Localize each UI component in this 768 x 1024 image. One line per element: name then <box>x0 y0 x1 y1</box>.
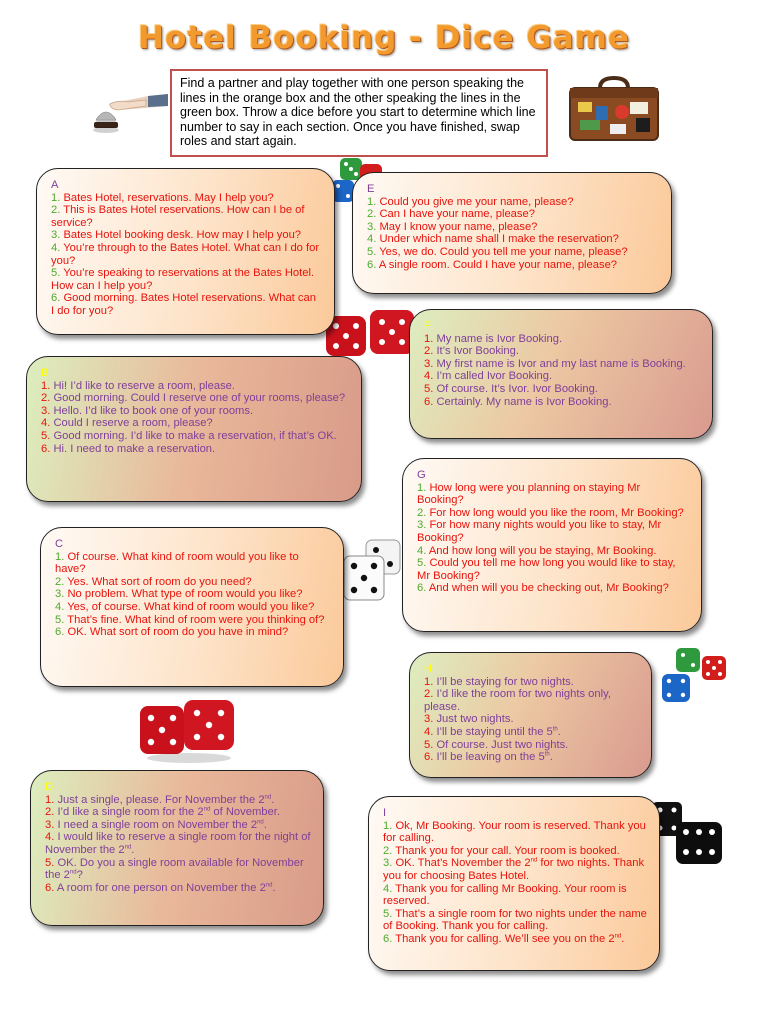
dialogue-line <box>45 882 311 895</box>
dialogue-line <box>41 405 349 418</box>
line-text: Could I reserve a room, please? <box>53 417 213 430</box>
line-number: 1. <box>417 481 430 494</box>
line-text: Of course. Just two nights. <box>436 738 569 751</box>
line-text: That’s a single room for two nights under the name of Booking. Thank you for calling. <box>383 907 647 933</box>
box-a <box>36 168 335 335</box>
dialogue-line <box>424 739 639 752</box>
dialogue-line <box>51 204 322 229</box>
line-text: And how long will you be staying, Mr Booking. <box>428 544 657 557</box>
line-number: 3. <box>424 713 437 726</box>
line-number: 3. <box>383 857 396 870</box>
box-c <box>40 527 344 687</box>
dialogue-line <box>424 370 700 383</box>
line-number: 6. <box>55 626 68 639</box>
line-text: Thank you for your call. Your room is booked. <box>395 844 620 857</box>
line-number: 4. <box>417 544 429 557</box>
line-number: 6. <box>424 395 437 408</box>
box-letter: G <box>417 469 426 481</box>
line-text: Under which name shall I make the reservation? <box>379 233 619 246</box>
line-text: My first name is Ivor and my last name is Booking. <box>436 357 686 370</box>
line-text: I need a single room on November the 2nd. <box>57 818 267 831</box>
dialogue-line <box>55 601 331 614</box>
dialogue-line <box>45 794 311 807</box>
line-text: For how long would you like the room, Mr Booking? <box>429 506 684 519</box>
line-text: I’d like a single room for the 2nd of November. <box>57 806 280 819</box>
line-number: 3. <box>424 357 437 370</box>
line-text: Certainly. My name is Ivor Booking. <box>436 395 612 408</box>
line-number: 4. <box>424 725 437 738</box>
line-text: You’re speaking to reservations at the Bates Hotel. How can I help you? <box>51 267 315 292</box>
line-number: 3. <box>55 588 68 601</box>
line-text: Bates Hotel booking desk. How may I help you? <box>63 229 302 242</box>
line-text: Thank you for calling. We’ll see you on the 2nd. <box>395 932 625 945</box>
line-number: 2. <box>424 345 437 358</box>
hotel-bell-icon <box>88 86 170 138</box>
line-text: May I know your name, please? <box>379 220 538 233</box>
dialogue-line <box>417 482 689 507</box>
line-text: Yes, we do. Could you tell me your name, please? <box>379 245 628 258</box>
line-text: OK. Do you a single room available for November the 2nd? <box>45 856 304 882</box>
line-number: 1. <box>51 191 64 204</box>
line-text: Of course. What kind of room would you like to have? <box>55 550 299 576</box>
line-text: Yes. What sort of room do you need? <box>67 575 252 588</box>
dialogue-line <box>383 883 647 908</box>
dialogue-line <box>55 614 331 627</box>
line-number: 1. <box>367 195 380 208</box>
line-text: How long were you planning on staying Mr Booking? <box>417 481 641 507</box>
line-number: 4. <box>45 831 58 844</box>
line-text: OK. What sort of room do you have in mind? <box>67 626 289 639</box>
line-number: 6. <box>41 442 54 455</box>
dialogue-line <box>424 726 639 739</box>
line-number: 5. <box>55 613 68 626</box>
dialogue-line <box>51 192 322 205</box>
dialogue-line <box>383 845 647 858</box>
box-letter: I <box>383 807 387 819</box>
dialogue-line <box>424 358 700 371</box>
dialogue-line <box>41 392 349 405</box>
dialogue-line <box>51 267 322 292</box>
line-number: 1. <box>41 379 54 392</box>
box-h <box>409 652 652 778</box>
line-number: 2. <box>51 204 64 217</box>
dialogue-line <box>367 196 659 209</box>
line-text: I would like to reserve a single room for the night of November the 2nd. <box>45 831 311 856</box>
dialogue-line <box>383 857 647 882</box>
dialogue-line <box>45 831 311 856</box>
line-text: Ok, Mr Booking. Your room is reserved. Thank you for calling. <box>383 819 646 845</box>
line-text: I’ll be staying for two nights. <box>436 675 574 688</box>
box-f <box>409 309 713 439</box>
line-text: Good morning. I’d like to make a reservation, if that’s OK. <box>53 429 337 442</box>
line-text: You’re through to the Bates Hotel. What can I do for you? <box>51 241 320 267</box>
line-text: OK. That’s November the 2nd for two nights. Thank you for choosing Bates Hotel. <box>383 857 645 882</box>
line-number: 5. <box>424 382 437 395</box>
line-number: 3. <box>45 818 58 831</box>
line-number: 5. <box>45 856 58 869</box>
line-number: 6. <box>51 292 64 305</box>
line-number: 4. <box>367 233 380 246</box>
line-number: 3. <box>41 404 54 417</box>
dice-icon <box>134 696 244 766</box>
line-text: I’m called Ivor Booking. <box>436 370 553 383</box>
line-number: 2. <box>367 208 380 221</box>
dialogue-line <box>55 588 331 601</box>
dialogue-line <box>367 221 659 234</box>
line-number: 4. <box>424 370 437 383</box>
line-text: That’s fine. What kind of room were you thinking of? <box>67 613 325 626</box>
line-number: 4. <box>55 600 68 613</box>
line-text: Could you tell me how long you would like to stay, Mr Booking? <box>417 557 676 582</box>
page-title: Hotel Booking - Dice Game <box>138 20 630 56</box>
suitcase-icon <box>566 76 662 144</box>
dialogue-line <box>424 345 700 358</box>
line-number: 6. <box>383 932 396 945</box>
dialogue-line <box>55 551 331 576</box>
line-text: Can I have your name, please? <box>379 208 535 221</box>
dialogue-line <box>41 380 349 393</box>
dialogue-line <box>51 242 322 267</box>
line-number: 4. <box>41 417 54 430</box>
line-number: 6. <box>417 582 429 595</box>
line-text: For how many nights would you like to stay, Mr Booking? <box>417 519 662 544</box>
line-number: 4. <box>383 882 396 895</box>
line-number: 3. <box>417 519 430 532</box>
dialogue-line <box>424 396 700 409</box>
box-g <box>402 458 702 632</box>
line-number: 2. <box>424 688 437 701</box>
line-number: 5. <box>424 738 437 751</box>
dialogue-line <box>424 676 639 689</box>
box-letter: F <box>424 320 431 332</box>
line-text: I’ll be leaving on the 5th. <box>436 751 553 764</box>
line-number: 2. <box>383 844 396 857</box>
dialogue-line <box>367 246 659 259</box>
dialogue-line <box>417 507 689 520</box>
box-d <box>30 770 324 926</box>
line-number: 2. <box>41 392 54 405</box>
line-text: Hello. I’d like to book one of your rooms. <box>53 404 254 417</box>
dialogue-line <box>367 208 659 221</box>
line-number: 1. <box>424 675 437 688</box>
dialogue-line <box>367 259 659 272</box>
line-number: 3. <box>51 229 64 242</box>
instructions-box: Find a partner and play together with one person speaking the lines in the orange box and the other speaking the lines in the green box. Throw a dice before you start to determine which line number to say in each section. Once you have finished, swap roles and start again. <box>170 69 548 157</box>
line-text: I’d like the room for two nights only, please. <box>424 688 611 713</box>
line-number: 5. <box>383 907 396 920</box>
dice-icon <box>340 536 406 608</box>
line-text: Thank you for calling Mr Booking. Your room is reserved. <box>383 882 627 908</box>
dialogue-line <box>41 443 349 456</box>
dialogue-line <box>45 806 311 819</box>
dialogue-line <box>41 417 349 430</box>
line-number: 3. <box>367 220 380 233</box>
dialogue-line <box>45 819 311 832</box>
line-number: 5. <box>41 429 54 442</box>
box-letter: H <box>424 663 433 675</box>
dialogue-line <box>417 582 689 595</box>
line-number: 2. <box>55 575 68 588</box>
box-b <box>26 356 362 502</box>
line-number: 5. <box>51 267 64 280</box>
dialogue-line <box>424 333 700 346</box>
line-text: Could you give me your name, please? <box>379 195 574 208</box>
line-text: Just a single, please. For November the 2nd. <box>57 793 275 806</box>
box-i <box>368 796 660 971</box>
box-letter: B <box>41 367 49 379</box>
line-text: Bates Hotel, reservations. May I help you? <box>63 191 274 204</box>
dialogue-line <box>417 519 689 544</box>
line-text: No problem. What type of room would you like? <box>67 588 303 601</box>
dialogue-line <box>424 688 639 713</box>
line-text: I’ll be staying until the 5th. <box>436 725 561 738</box>
line-text: And when will you be checking out, Mr Booking? <box>428 582 669 595</box>
line-text: Yes, of course. What kind of room would you like? <box>67 600 315 613</box>
line-text: Good morning. Could I reserve one of your rooms, please? <box>53 392 346 405</box>
dialogue-line <box>424 751 639 764</box>
box-letter: A <box>51 179 59 191</box>
box-letter: E <box>367 183 375 195</box>
line-number: 4. <box>51 241 64 254</box>
line-text: Of course. It’s Ivor. Ivor Booking. <box>436 382 598 395</box>
dialogue-line <box>424 713 639 726</box>
line-text: Good morning. Bates Hotel reservations. What can I do for you? <box>51 292 316 317</box>
line-text: A room for one person on November the 2nd. <box>56 881 276 894</box>
dialogue-line <box>55 626 331 639</box>
dialogue-line <box>41 430 349 443</box>
line-number: 2. <box>417 506 430 519</box>
dialogue-line <box>383 820 647 845</box>
line-text: Hi. I need to make a reservation. <box>53 442 216 455</box>
dialogue-line <box>45 857 311 882</box>
line-text: My name is Ivor Booking. <box>436 332 563 345</box>
line-number: 5. <box>417 557 430 570</box>
dialogue-line <box>51 229 322 242</box>
line-text: Just two nights. <box>436 713 514 726</box>
line-text: It’s Ivor Booking. <box>436 345 519 358</box>
box-e <box>352 172 672 294</box>
line-number: 1. <box>424 332 437 345</box>
line-number: 1. <box>45 793 58 806</box>
line-number: 1. <box>383 819 396 832</box>
dice-icon <box>658 644 732 706</box>
dice-icon <box>648 798 728 868</box>
dialogue-line <box>383 908 647 933</box>
dialogue-line <box>383 933 647 946</box>
line-text: This is Bates Hotel reservations. How can I be of service? <box>51 204 305 229</box>
line-number: 6. <box>424 751 437 764</box>
box-letter: D <box>45 781 54 793</box>
line-number: 6. <box>45 881 57 894</box>
line-number: 6. <box>367 258 379 271</box>
line-text: Hi! I’d like to reserve a room, please. <box>53 379 236 392</box>
dialogue-line <box>51 292 322 317</box>
dialogue-line <box>417 557 689 582</box>
dialogue-line <box>424 383 700 396</box>
line-number: 5. <box>367 245 380 258</box>
dialogue-line <box>367 233 659 246</box>
line-number: 1. <box>55 550 68 563</box>
dialogue-line <box>417 545 689 558</box>
line-text: A single room. Could I have your name, please? <box>378 258 618 271</box>
dialogue-line <box>55 576 331 589</box>
line-number: 2. <box>45 806 58 819</box>
box-letter: C <box>55 538 64 550</box>
